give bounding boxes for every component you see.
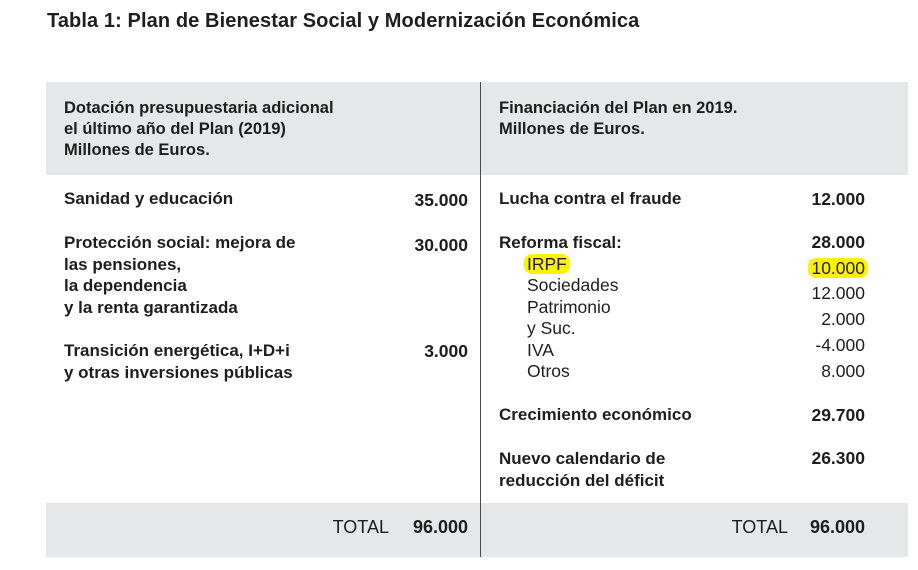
fiscal-item-patrimonio-suc: y Suc.	[527, 318, 576, 338]
highlight-marker: IRPF	[524, 254, 570, 274]
row-value-fraude: 12.000	[811, 189, 865, 209]
left-total-label: TOTAL	[332, 517, 389, 537]
row-value-deficit: 26.300	[811, 448, 865, 468]
row-value-transicion: 3.000	[424, 341, 468, 361]
left-header-line: Millones de Euros.	[64, 141, 210, 159]
row-label-fraude: Lucha contra el fraude	[499, 189, 682, 208]
row-value-crecimiento: 29.700	[811, 405, 865, 425]
fiscal-item-patrimonio: Patrimonio	[527, 296, 611, 317]
fiscal-item-irpf	[527, 254, 567, 276]
fiscal-item-sociedades: Sociedades	[527, 275, 619, 295]
left-header	[64, 98, 334, 161]
fiscal-item-iva: IVA	[527, 339, 554, 360]
fiscal-value-patrimonio: 2.000	[821, 309, 865, 329]
row-value-sanidad: 35.000	[414, 190, 468, 210]
budget-table	[46, 82, 908, 557]
row-label-transicion: Transición energética, I+D+i	[64, 341, 290, 360]
fiscal-value-sociedades: 12.000	[811, 283, 865, 303]
fiscal-value-irpf	[811, 258, 865, 280]
row-label-proteccion: y la renta garantizada	[64, 297, 238, 317]
fiscal-value-iva: -4.000	[815, 335, 865, 355]
right-header	[499, 98, 737, 140]
right-total-value: 96.000	[809, 517, 865, 537]
row-label-sanidad: Sanidad y educación	[64, 189, 234, 208]
left-header-line: el último año del Plan (2019)	[64, 120, 286, 138]
row-label-proteccion: la dependencia	[64, 276, 187, 295]
left-header-line: Dotación presupuestaria adicional	[64, 99, 334, 117]
row-label-reforma: Reforma fiscal:	[499, 233, 622, 252]
left-total-value: 96.000	[412, 517, 468, 537]
fiscal-value-otros: 8.000	[821, 361, 865, 381]
table-title: Tabla 1: Plan de Bienestar Social y Modernización Económica	[47, 10, 640, 32]
column-divider	[480, 82, 481, 557]
highlight-marker: 10.000	[808, 258, 868, 278]
row-label-crecimiento: Crecimiento económico	[499, 405, 692, 424]
right-total-label: TOTAL	[731, 517, 788, 537]
row-value-proteccion: 30.000	[414, 235, 468, 255]
row-label-deficit: reducción del déficit	[499, 470, 665, 490]
row-label-deficit: Nuevo calendario de	[499, 449, 666, 468]
right-header-line: Financiación del Plan en 2019.	[499, 99, 738, 117]
fiscal-item-otros: Otros	[527, 361, 570, 381]
row-label-proteccion: Protección social: mejora de	[64, 233, 296, 252]
row-label-transicion: y otras inversiones públicas	[64, 362, 293, 382]
row-label-proteccion: las pensiones,	[64, 254, 182, 274]
right-header-line: Millones de Euros.	[499, 120, 645, 138]
row-value-reforma: 28.000	[811, 232, 865, 252]
